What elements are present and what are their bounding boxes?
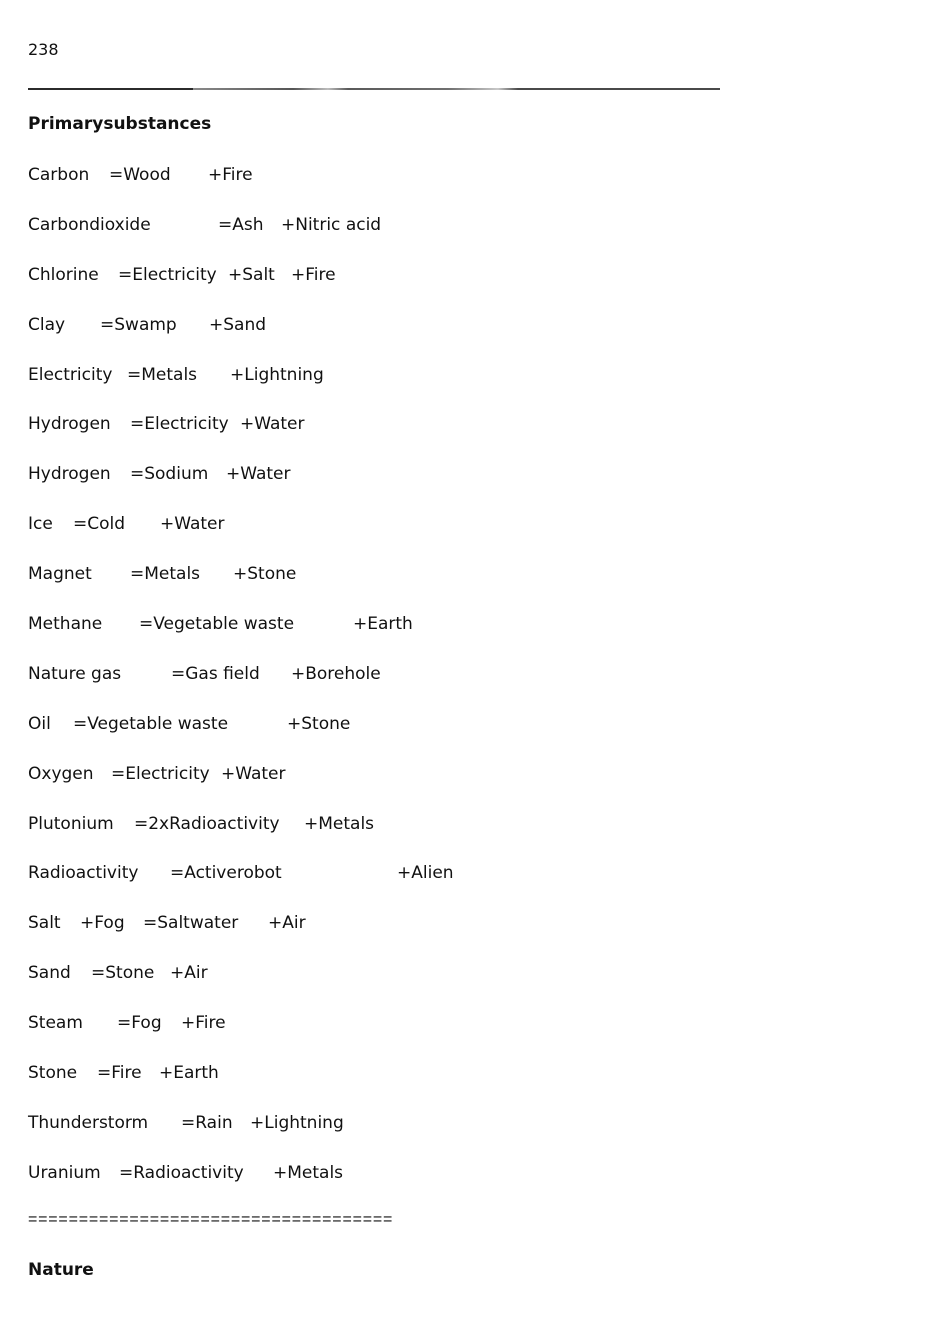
- recipe-ingredient: +Air: [268, 913, 306, 934]
- recipe-ingredient: =Swamp: [100, 314, 177, 335]
- recipe-row: [28, 213, 728, 263]
- recipe-ingredient: =Fog: [117, 1013, 162, 1034]
- recipe-product: Electricity: [28, 364, 113, 385]
- next-section-title: Nature: [28, 1260, 94, 1280]
- recipe-list: [28, 163, 728, 1211]
- recipe-row: [28, 712, 728, 762]
- recipe-ingredient: +Lightning: [230, 364, 324, 385]
- recipe-row: [28, 612, 728, 662]
- recipe-ingredient: +Alien: [397, 863, 454, 884]
- recipe-row: [28, 1061, 728, 1111]
- recipe-ingredient: +Water: [221, 763, 286, 784]
- recipe-ingredient: +Water: [240, 414, 305, 435]
- recipe-ingredient: =Activerobot: [170, 863, 282, 884]
- recipe-row: [28, 1161, 728, 1211]
- recipe-ingredient: +Sand: [209, 314, 267, 335]
- recipe-ingredient: =Rain: [181, 1112, 233, 1133]
- recipe-row: [28, 163, 728, 213]
- recipe-product: Carbon: [28, 165, 90, 185]
- recipe-row: [28, 512, 728, 562]
- recipe-ingredient: +Fire: [181, 1013, 226, 1034]
- recipe-ingredient: =2xRadioactivity: [134, 813, 280, 834]
- recipe-ingredient: =Electricity: [111, 763, 210, 784]
- recipe-product: Radioactivity: [28, 863, 139, 884]
- recipe-ingredient: =Metals: [130, 564, 201, 585]
- recipe-ingredient: +Stone: [233, 564, 297, 585]
- recipe-row: [28, 363, 728, 413]
- section-title: Primarysubstances: [28, 114, 212, 134]
- recipe-ingredient: +Metals: [273, 1162, 344, 1183]
- recipe-row: [28, 1011, 728, 1061]
- recipe-ingredient: +Lightning: [250, 1112, 344, 1133]
- recipe-ingredient: +Air: [170, 963, 208, 984]
- recipe-product: Nature gas: [28, 663, 122, 684]
- recipe-ingredient: +Borehole: [291, 663, 381, 684]
- recipe-row: [28, 313, 728, 363]
- recipe-ingredient: =Radioactivity: [119, 1162, 244, 1183]
- recipe-product: Stone: [28, 1063, 78, 1084]
- recipe-ingredient: +Water: [160, 514, 225, 535]
- page-number: 238: [28, 40, 59, 59]
- recipe-ingredient: =Sodium: [130, 464, 209, 485]
- recipe-ingredient: =Cold: [73, 514, 126, 535]
- recipe-product: Oil: [28, 713, 51, 734]
- recipe-row: [28, 812, 728, 862]
- recipe-row: [28, 412, 728, 462]
- recipe-ingredient: =Vegetable waste: [73, 713, 229, 734]
- recipe-product: Clay: [28, 314, 66, 335]
- recipe-row: [28, 961, 728, 1011]
- recipe-row: [28, 861, 728, 911]
- recipe-ingredient: +Earth: [353, 614, 413, 635]
- recipe-ingredient: =Stone: [91, 963, 155, 984]
- recipe-product: Oxygen: [28, 763, 94, 784]
- recipe-ingredient: =Fire: [97, 1063, 142, 1084]
- recipe-product: Thunderstorm: [28, 1112, 149, 1133]
- recipe-product: Magnet: [28, 564, 92, 585]
- recipe-row: [28, 562, 728, 612]
- recipe-ingredient: +Stone: [287, 713, 351, 734]
- recipe-product: Hydrogen: [28, 464, 111, 485]
- recipe-row: [28, 462, 728, 512]
- recipe-row: [28, 762, 728, 812]
- recipe-product: Uranium: [28, 1162, 101, 1183]
- recipe-row: [28, 911, 728, 961]
- recipe-ingredient: +Water: [226, 464, 291, 485]
- recipe-product: Ice: [28, 514, 53, 535]
- recipe-product: Hydrogen: [28, 414, 111, 435]
- recipe-row: [28, 662, 728, 712]
- recipe-ingredient: =Wood: [109, 165, 171, 185]
- recipe-ingredient: =Ash: [218, 214, 264, 235]
- section-separator: ====================================: [28, 1211, 394, 1228]
- recipe-ingredient: +Fire: [208, 165, 253, 185]
- recipe-ingredient: =Saltwater: [143, 913, 239, 934]
- recipe-ingredient: +Fire: [291, 264, 336, 285]
- recipe-product: Salt: [28, 913, 61, 934]
- recipe-product: Methane: [28, 614, 103, 635]
- recipe-ingredient: =Electricity: [130, 414, 229, 435]
- recipe-row: [28, 263, 728, 313]
- recipe-ingredient: =Gas field: [171, 663, 260, 684]
- recipe-row: [28, 1111, 728, 1161]
- recipe-product: Steam: [28, 1013, 83, 1034]
- recipe-ingredient: +Metals: [304, 813, 375, 834]
- recipe-product: Carbondioxide: [28, 214, 151, 235]
- header-rule: [28, 88, 720, 90]
- recipe-product: Plutonium: [28, 813, 114, 834]
- recipe-ingredient: =Vegetable waste: [139, 614, 295, 635]
- recipe-ingredient: +Fog: [80, 913, 125, 934]
- recipe-ingredient: +Salt: [228, 264, 275, 285]
- recipe-product: Sand: [28, 963, 71, 984]
- recipe-ingredient: +Earth: [159, 1063, 219, 1084]
- recipe-ingredient: =Electricity: [118, 264, 217, 285]
- recipe-product: Chlorine: [28, 264, 99, 285]
- recipe-ingredient: +Nitric acid: [281, 214, 382, 235]
- recipe-ingredient: =Metals: [127, 364, 198, 385]
